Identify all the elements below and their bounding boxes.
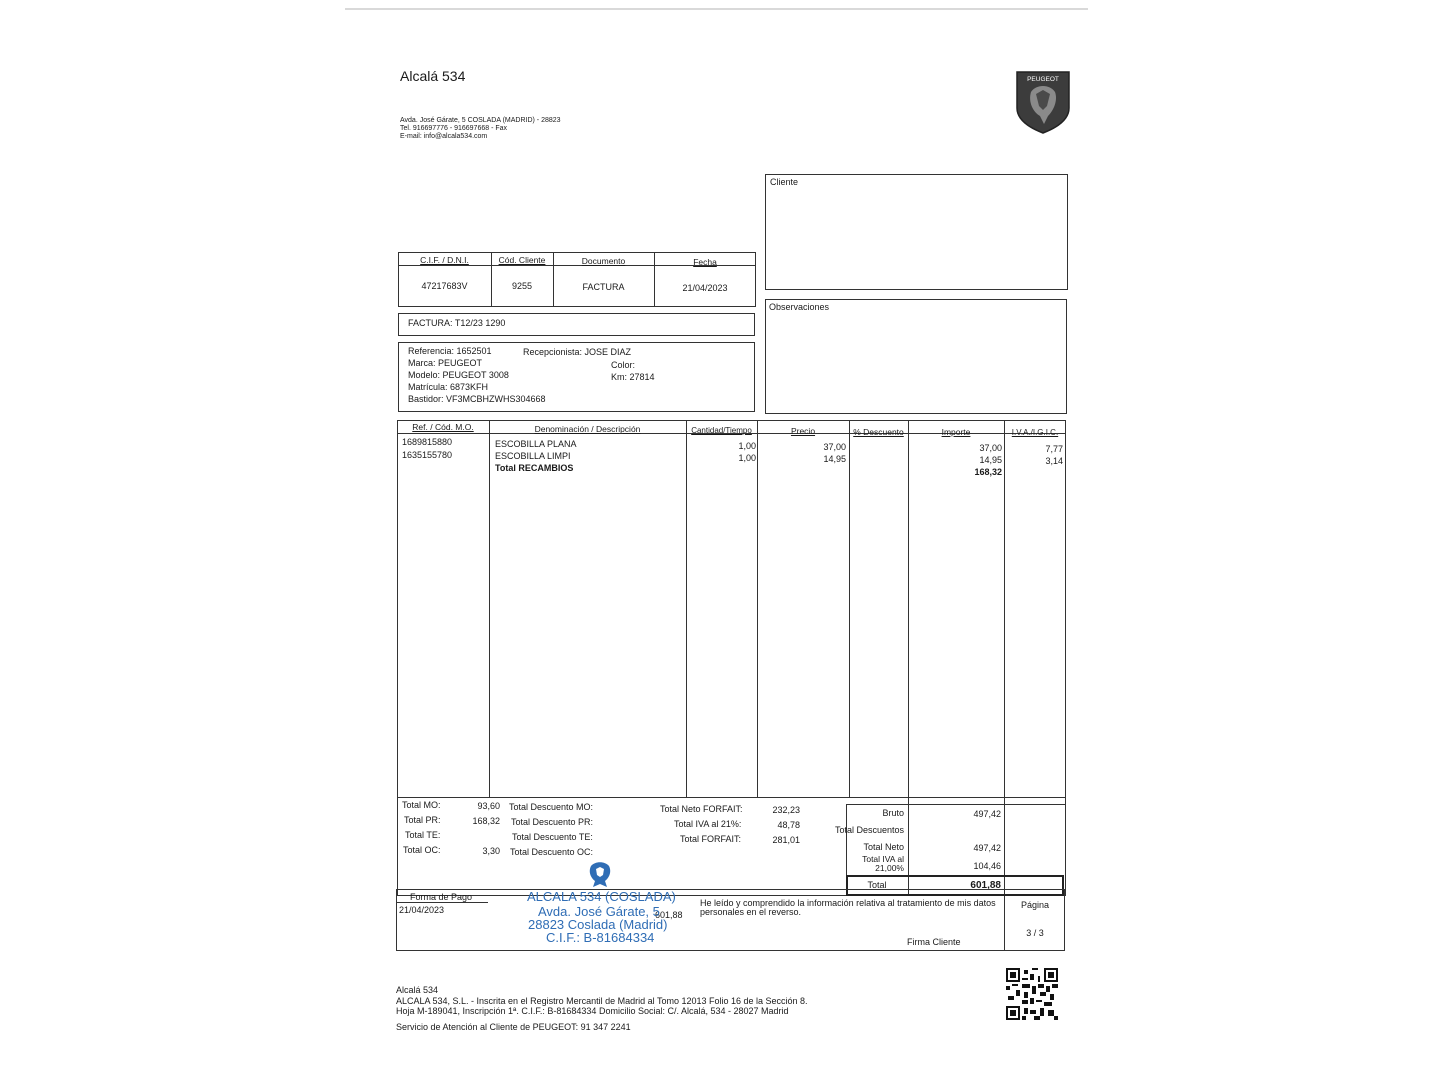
stamp-lion-icon <box>585 860 615 888</box>
total-neto-value: 497,42 <box>973 843 1001 853</box>
total-mo-value: 93,60 <box>477 801 500 811</box>
lines-header-qty: Cantidad/Tiempo <box>691 426 752 435</box>
grand-total-label: Total <box>867 880 887 890</box>
line-2-desc: ESCOBILLA LIMPI <box>495 451 571 461</box>
lines-header-amount: Importe <box>941 427 971 437</box>
footer-page-sep <box>1004 896 1005 951</box>
forma-pago-label: Forma de Pago <box>410 892 473 902</box>
legal-customer-service: Servicio de Atención al Cliente de PEUGEOT: 91 347 2241 <box>396 1022 631 1032</box>
id-header-cif: C.I.F. / D.N.I. <box>420 255 469 265</box>
lines-header-iva: I.V.A./I.G.I.C. <box>1011 428 1059 437</box>
total-desc-mo-label: Total Descuento MO: <box>509 802 594 812</box>
line-2-price: 14,95 <box>823 454 846 464</box>
legal-company: Alcalá 534 <box>396 985 439 995</box>
privacy-text-line1: He leído y comprendido la información relativa al tratamiento de mis datos <box>700 898 996 908</box>
line-1-amount: 37,00 <box>979 443 1002 453</box>
id-value-cif: 47217683V <box>421 281 468 291</box>
stamp-line4: C.I.F.: B-81684334 <box>546 930 655 945</box>
total-iva21-value: 48,78 <box>777 820 800 830</box>
pagina-value: 3 / 3 <box>1026 928 1044 938</box>
lines-col-sep <box>686 420 687 798</box>
stamp-line3: 28823 Coslada (Madrid) <box>528 917 668 932</box>
line-2-amount: 14,95 <box>979 455 1002 465</box>
total-recambios-value: 168,32 <box>974 467 1002 477</box>
total-mo-label: Total MO: <box>402 800 441 810</box>
id-header-cod-cliente: Cód. Cliente <box>498 255 546 265</box>
company-phone: Tel. 916697776 - 916697668 <box>400 125 490 132</box>
privacy-text-line2: personales en el reverso. <box>700 907 802 917</box>
forma-pago-value: 21/04/2023 <box>399 905 445 915</box>
total-pr-label: Total PR: <box>404 815 441 825</box>
total-neto-forfait-value: 232,23 <box>772 805 800 815</box>
company-email: E-mail: info@alcala534.com <box>400 133 488 140</box>
total-desc-te-label: Total Descuento TE: <box>512 832 593 842</box>
vehicle-modelo: Modelo: PEUGEOT 3008 <box>408 370 509 380</box>
peugeot-logo <box>1014 70 1072 134</box>
total-descuentos-label: Total Descuentos <box>834 825 904 835</box>
total-iva21-label: Total IVA al 21%: <box>674 819 742 829</box>
scan-edge-line <box>345 8 1088 10</box>
vehicle-referencia: Referencia: 1652501 <box>408 346 492 356</box>
stamp-line1: ALCALA 534 (COSLADA) <box>527 889 676 904</box>
vehicle-recepcionista: Recepcionista: JOSE DIAZ <box>523 347 632 357</box>
bruto-label: Bruto <box>882 808 904 818</box>
pagina-label: Página <box>1020 900 1050 910</box>
lines-col-sep <box>849 420 850 798</box>
total-forfait-label: Total FORFAIT: <box>680 834 742 844</box>
line-1-iva: 7,77 <box>1045 444 1063 454</box>
id-header-documento: Documento <box>581 256 626 266</box>
total-forfait-value: 281,01 <box>772 835 800 845</box>
total-desc-oc-label: Total Descuento OC: <box>510 847 594 857</box>
lines-header-desc: Denominación / Descripción <box>534 424 641 434</box>
lines-header-price: Precio <box>790 426 816 436</box>
vehicle-marca: Marca: PEUGEOT <box>408 358 483 368</box>
id-value-fecha: 21/04/2023 <box>682 283 728 293</box>
total-iva-label: Total IVA al 21,00% <box>862 854 904 873</box>
observations-label: Observaciones <box>769 302 830 312</box>
footer-amount: 601,88 <box>655 910 683 920</box>
lines-col-sep <box>908 420 909 798</box>
line-1-qty: 1,00 <box>738 441 756 451</box>
id-value-documento: FACTURA <box>582 282 625 292</box>
totals-top-line <box>846 804 1066 805</box>
total-desc-pr-label: Total Descuento PR: <box>511 817 594 827</box>
line-2-iva: 3,14 <box>1045 456 1063 466</box>
line-1-price: 37,00 <box>823 442 846 452</box>
firma-cliente-label: Firma Cliente <box>907 937 961 947</box>
vehicle-km: Km: 27814 <box>611 372 655 382</box>
total-te-label: Total TE: <box>405 830 441 840</box>
vehicle-bastidor: Bastidor: VF3MCBHZWHS304668 <box>408 394 546 404</box>
line-2-qty: 1,00 <box>738 453 756 463</box>
client-label: Cliente <box>770 177 799 187</box>
company-phone-line <box>400 125 507 133</box>
total-neto-label: Total Neto <box>863 842 904 852</box>
legal-registry-line2: Hoja M-189041, Inscripción 1ª. C.I.F.: B-81684334 Domicilio Social: C/. Alcalá, 534 - 28027 Madrid <box>396 1006 789 1016</box>
id-header-fecha: Fecha <box>693 257 717 267</box>
lines-col-sep <box>757 420 758 798</box>
lines-col-sep <box>489 420 490 798</box>
total-iva-value: 104,46 <box>973 861 1001 871</box>
peugeot-logo-text: PEUGEOT <box>1027 76 1059 83</box>
grand-total-value: 601,88 <box>970 880 1001 891</box>
observations-box <box>765 299 1067 414</box>
lines-header-discount: % Descuento <box>853 427 904 437</box>
vehicle-color: Color: <box>611 360 636 370</box>
company-name: Alcalá 534 <box>400 68 466 84</box>
company-fax: - Fax <box>491 125 508 132</box>
id-value-cod-cliente: 9255 <box>511 281 533 291</box>
company-address: Avda. José Gárate, 5 COSLADA (MADRID) - 28823 <box>400 117 561 124</box>
stamp-line2: Avda. José Gárate, 5 <box>538 904 660 919</box>
line-2-ref: 1635155780 <box>402 450 453 460</box>
invoice-number: FACTURA: T12/23 1290 <box>408 318 506 328</box>
legal-registry-line1: ALCALA 534, S.L. - Inscrita en el Registro Mercantil de Madrid al Tomo 12013 Folio 16 de la Sección 8. <box>396 996 808 1006</box>
lines-col-sep <box>1004 420 1005 798</box>
client-box <box>765 174 1068 290</box>
line-1-desc: ESCOBILLA PLANA <box>495 439 577 449</box>
bruto-value: 497,42 <box>973 809 1001 819</box>
total-pr-value: 168,32 <box>472 816 500 826</box>
vehicle-matricula: Matrícula: 6873KFH <box>408 382 489 392</box>
total-oc-value: 3,30 <box>482 846 500 856</box>
qr-code <box>1006 968 1058 1020</box>
total-recambios-label: Total RECAMBIOS <box>495 463 574 473</box>
total-neto-forfait-label: Total Neto FORFAIT: <box>660 804 743 814</box>
total-oc-label: Total OC: <box>403 845 441 855</box>
line-1-ref: 1689815880 <box>402 437 453 447</box>
lines-header-ref: Ref. / Cód. M.O. <box>412 422 474 432</box>
